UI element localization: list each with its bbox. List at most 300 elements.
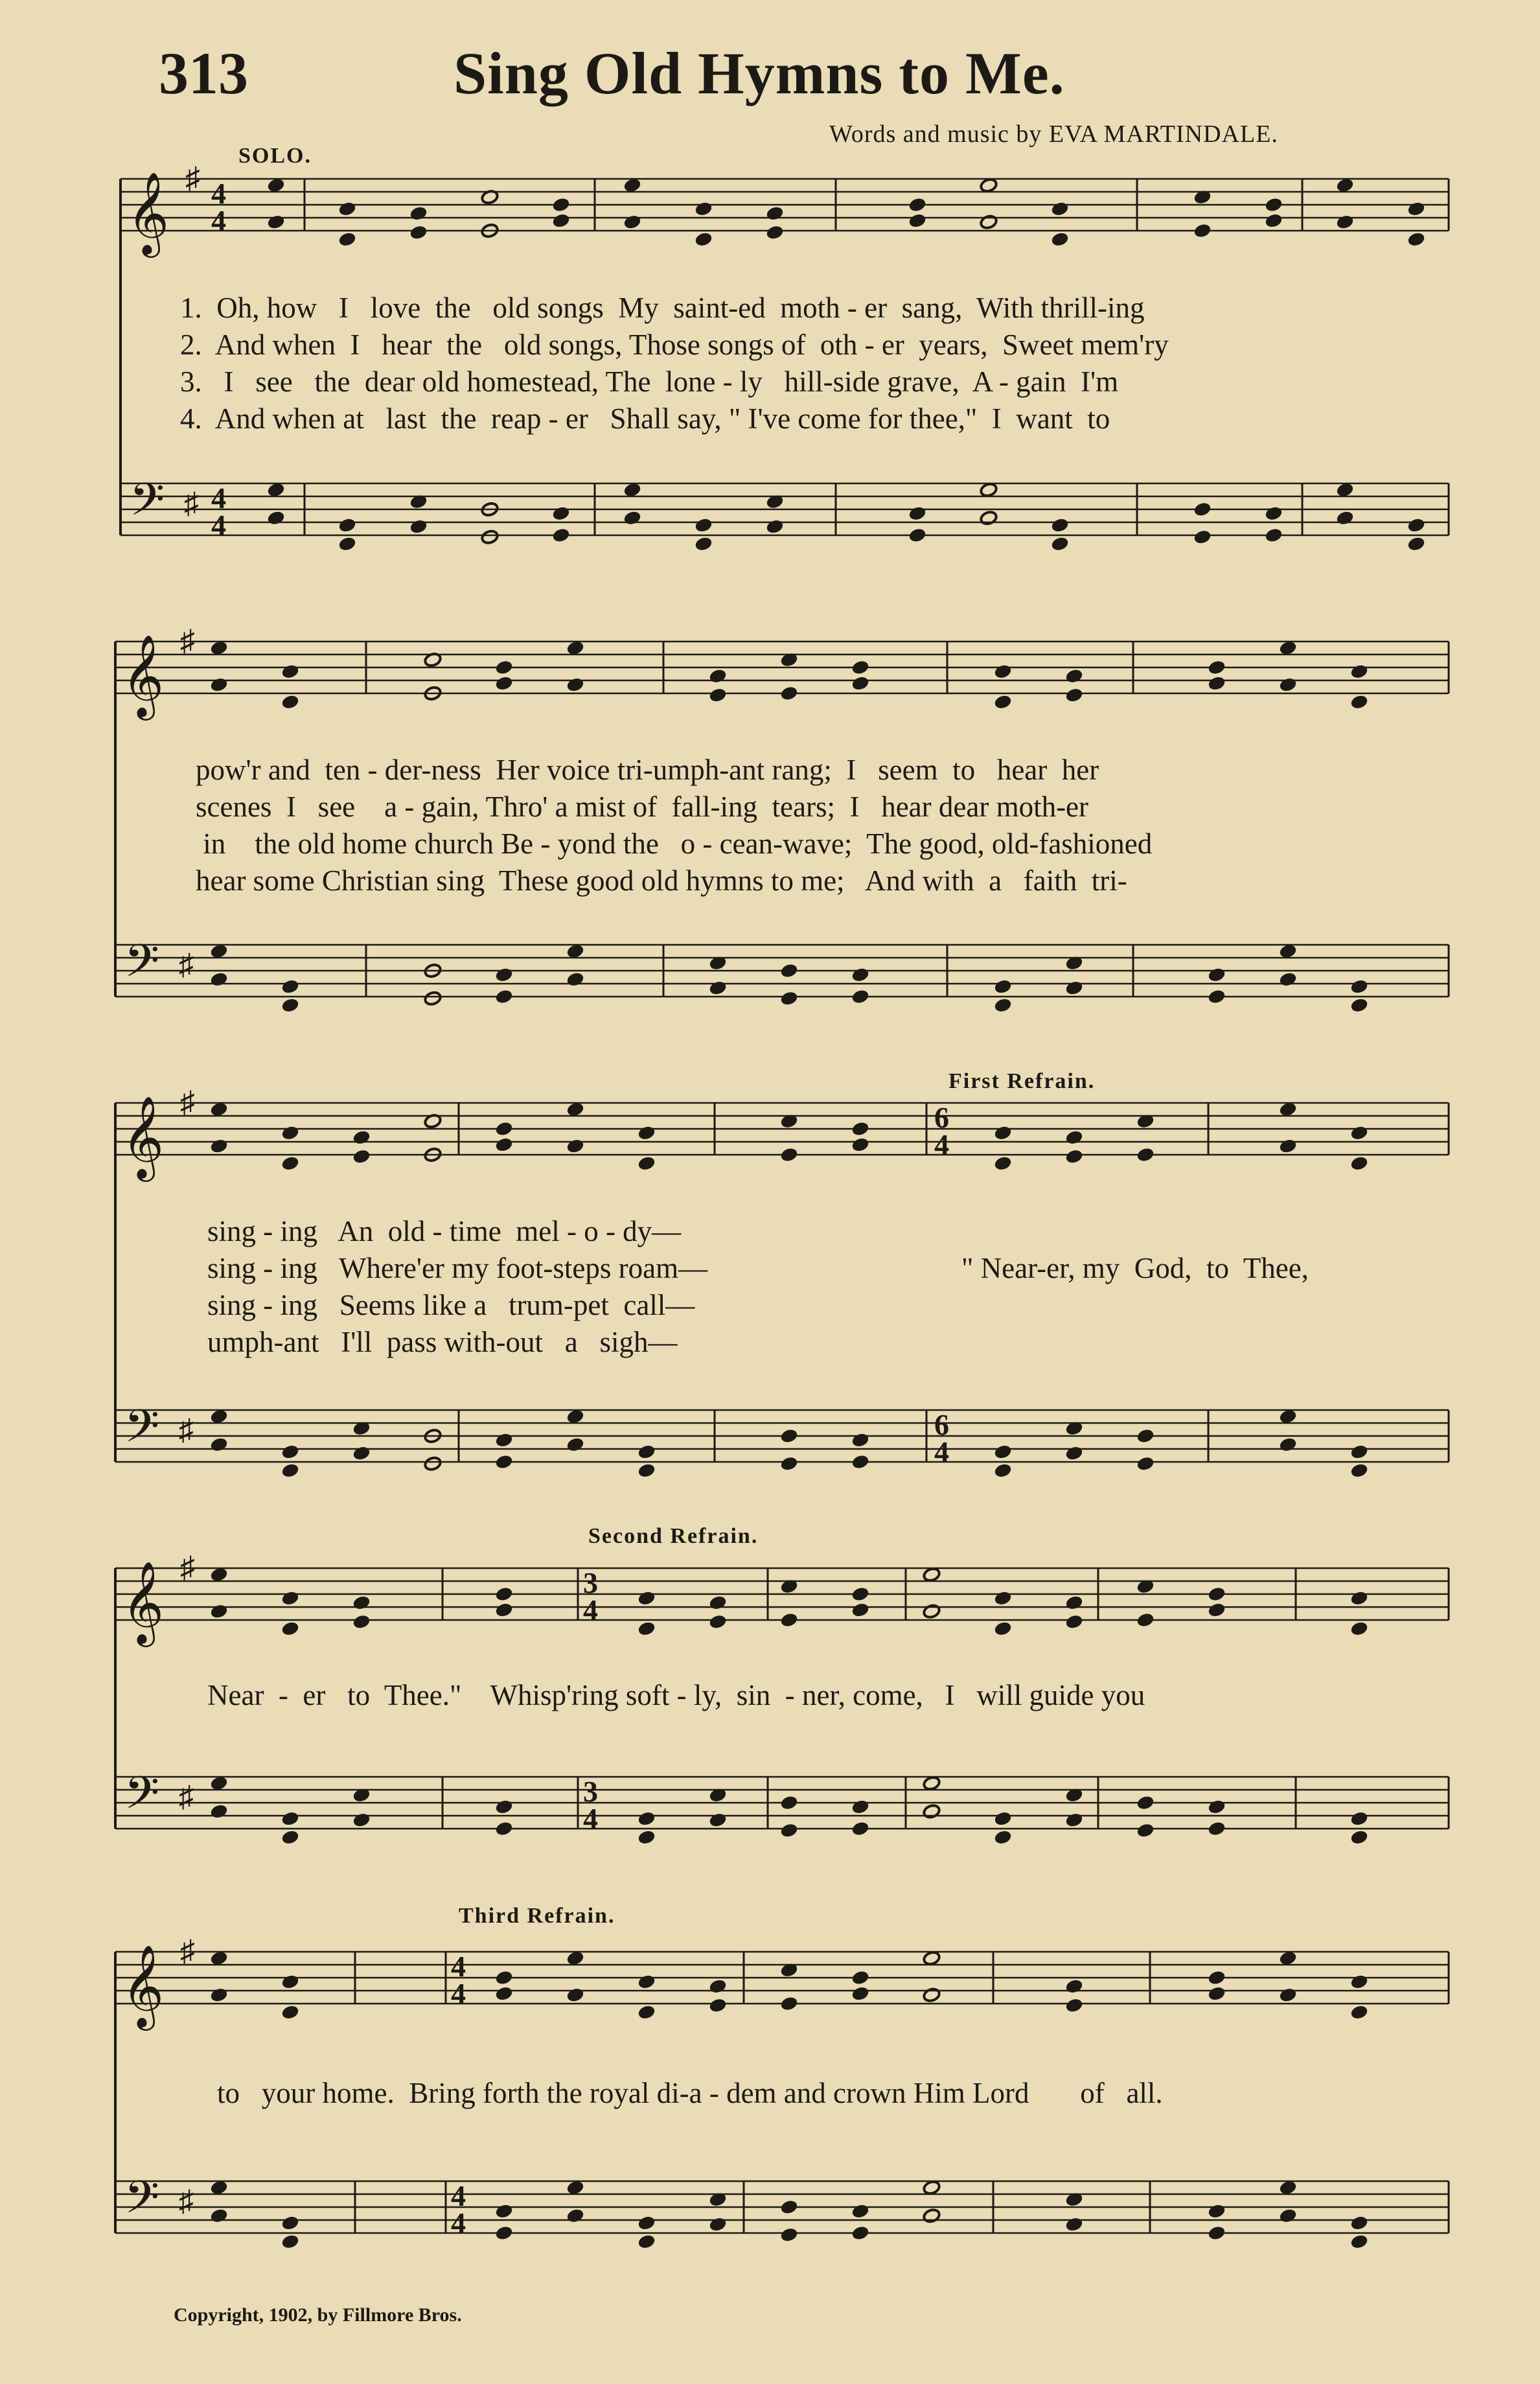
note xyxy=(1208,2203,1226,2219)
time-signature: 6 xyxy=(934,1408,949,1441)
note xyxy=(281,1621,299,1636)
note xyxy=(923,1987,941,2003)
note xyxy=(566,1102,584,1117)
note xyxy=(780,1612,798,1628)
note xyxy=(1350,1590,1368,1606)
note xyxy=(1350,997,1368,1013)
note xyxy=(495,660,513,675)
note xyxy=(695,536,713,551)
key-signature-sharp: ♯ xyxy=(180,1085,195,1118)
note xyxy=(1279,1437,1297,1452)
bass-clef-icon: 𝄢 xyxy=(124,937,160,997)
note xyxy=(1136,1428,1155,1444)
note xyxy=(1350,2004,1368,2020)
note xyxy=(267,214,285,230)
note xyxy=(1065,1595,1083,1610)
note xyxy=(851,675,869,691)
lyric-verse-4-line-1: 4. And when at last the reap - er Shall say, " I've come for thee," I want to xyxy=(180,402,1110,435)
note xyxy=(409,519,428,535)
note xyxy=(1336,214,1354,230)
note xyxy=(709,980,727,996)
note xyxy=(1279,971,1297,987)
note xyxy=(281,1444,299,1459)
note xyxy=(908,213,926,228)
note xyxy=(1136,1456,1155,1472)
note xyxy=(780,963,798,978)
note xyxy=(495,1821,513,1836)
note xyxy=(766,225,784,240)
note xyxy=(780,1456,798,1472)
time-signature: 4 xyxy=(934,1435,949,1468)
time-signature: 4 xyxy=(211,481,226,515)
note xyxy=(780,1147,798,1163)
lyric-verse-1-line-1: 1. Oh, how I love the old songs My saint-ed moth - er sang, With thrill-ing xyxy=(180,292,1145,324)
note xyxy=(210,1409,228,1424)
time-signature: 4 xyxy=(211,204,226,237)
note xyxy=(210,1604,228,1619)
note xyxy=(281,1829,299,1845)
note xyxy=(923,1776,941,1791)
note xyxy=(1065,1998,1083,2013)
time-signature: 6 xyxy=(934,1101,949,1134)
note xyxy=(566,943,584,959)
note xyxy=(1350,2234,1368,2249)
note xyxy=(851,967,869,982)
note xyxy=(566,677,584,693)
note xyxy=(851,1454,869,1470)
note xyxy=(1051,517,1069,533)
note xyxy=(980,482,998,498)
key-signature-sharp: ♯ xyxy=(179,948,194,981)
lyric-verse-4-line-3: umph-ant I'll pass with-out a sigh— xyxy=(207,1326,678,1358)
note xyxy=(281,694,299,710)
lyric-verse-3-line-2: in the old home church Be - yond the o - cean-wave; The good, old-fashioned xyxy=(196,827,1153,860)
note xyxy=(267,510,285,526)
note xyxy=(851,1432,869,1448)
note xyxy=(495,1970,513,1985)
note xyxy=(623,178,641,193)
key-signature-sharp: ♯ xyxy=(180,624,195,657)
note xyxy=(980,510,998,526)
composer-credit: Words and music by EVA MARTINDALE. xyxy=(829,121,1278,148)
note xyxy=(281,2234,299,2249)
second-refrain-marking: Second Refrain. xyxy=(588,1524,759,1548)
note xyxy=(566,1409,584,1424)
note xyxy=(1136,1823,1155,1838)
note xyxy=(923,1950,941,1966)
note xyxy=(780,1428,798,1444)
note xyxy=(709,1595,727,1610)
copyright-notice: Copyright, 1902, by Fillmore Bros. xyxy=(174,2304,462,2326)
note xyxy=(1350,664,1368,679)
note xyxy=(1265,505,1283,521)
note xyxy=(1407,231,1425,247)
note xyxy=(851,1121,869,1137)
note xyxy=(1208,989,1226,1004)
key-signature-sharp: ♯ xyxy=(180,1934,195,1967)
note xyxy=(1193,529,1212,545)
note xyxy=(210,1437,228,1452)
note xyxy=(1350,978,1368,994)
note xyxy=(338,517,356,533)
note xyxy=(1208,660,1226,675)
note xyxy=(281,1125,299,1140)
note xyxy=(1065,2217,1083,2232)
note xyxy=(638,1811,656,1826)
hymn-number: 313 xyxy=(159,40,248,106)
note xyxy=(638,1974,656,1989)
note xyxy=(709,1614,727,1630)
note xyxy=(623,482,641,498)
note xyxy=(1065,980,1083,996)
note xyxy=(994,1621,1012,1636)
note xyxy=(1265,197,1283,213)
note xyxy=(495,1586,513,1602)
note xyxy=(210,2208,228,2223)
treble-clef-icon: 𝄞 xyxy=(122,1563,165,1642)
note xyxy=(1350,1125,1368,1140)
note xyxy=(210,971,228,987)
note xyxy=(210,2180,228,2195)
time-signature: 4 xyxy=(451,2206,466,2239)
time-signature: 4 xyxy=(583,1593,598,1626)
note xyxy=(566,1987,584,2003)
note xyxy=(709,1978,727,1994)
note xyxy=(495,1985,513,2001)
note xyxy=(980,214,998,230)
time-signature: 4 xyxy=(583,1802,598,1835)
note xyxy=(210,640,228,656)
note xyxy=(994,1590,1012,1606)
note xyxy=(281,1974,299,1989)
note xyxy=(1350,1155,1368,1171)
note xyxy=(780,2227,798,2243)
note xyxy=(495,2225,513,2241)
note xyxy=(980,178,998,193)
note xyxy=(1336,510,1354,526)
note xyxy=(281,1155,299,1171)
note xyxy=(695,517,713,533)
note xyxy=(851,660,869,675)
note xyxy=(566,640,584,656)
note xyxy=(1350,1829,1368,1845)
time-signature: 4 xyxy=(211,509,226,542)
note xyxy=(566,1437,584,1452)
note xyxy=(994,1811,1012,1826)
time-signature: 4 xyxy=(451,1977,466,2010)
note xyxy=(1065,668,1083,684)
bass-clef-icon: 𝄢 xyxy=(124,1769,160,1829)
note xyxy=(994,978,1012,994)
note xyxy=(1350,1621,1368,1636)
time-signature: 4 xyxy=(211,177,226,210)
note xyxy=(1208,1799,1226,1814)
note xyxy=(994,1155,1012,1171)
note xyxy=(210,1102,228,1117)
bass-clef-icon: 𝄢 xyxy=(124,2173,160,2234)
note xyxy=(1065,688,1083,703)
note xyxy=(210,1776,228,1791)
note xyxy=(994,694,1012,710)
note xyxy=(780,991,798,1006)
note xyxy=(210,1987,228,2003)
note xyxy=(281,978,299,994)
note xyxy=(495,989,513,1004)
note xyxy=(709,2217,727,2232)
note xyxy=(1265,527,1283,543)
note xyxy=(1407,536,1425,551)
lyric-verse-1-line-3: sing - ing An old - time mel - o - dy— xyxy=(207,1215,682,1247)
note xyxy=(638,1155,656,1171)
note xyxy=(495,967,513,982)
note xyxy=(210,1139,228,1154)
note xyxy=(709,668,727,684)
note xyxy=(352,1149,371,1164)
note xyxy=(780,1996,798,2011)
note xyxy=(210,677,228,693)
note xyxy=(481,529,499,545)
note xyxy=(1279,1139,1297,1154)
bass-clef-icon: 𝄢 xyxy=(130,476,165,536)
note xyxy=(1065,1446,1083,1461)
note xyxy=(338,536,356,551)
note xyxy=(424,991,442,1006)
lyric-verse-4-line-2: hear some Christian sing These good old hymns to me; And with a faith tri- xyxy=(196,864,1127,897)
note xyxy=(766,205,784,221)
note xyxy=(780,686,798,701)
note xyxy=(623,214,641,230)
note xyxy=(1051,201,1069,216)
note xyxy=(923,1803,941,1819)
note xyxy=(210,1803,228,1819)
note xyxy=(638,1463,656,1478)
note xyxy=(1065,1812,1083,1828)
note xyxy=(1208,1586,1226,1602)
note xyxy=(851,1970,869,1985)
note xyxy=(1279,677,1297,693)
note xyxy=(1350,2215,1368,2230)
note xyxy=(352,1614,371,1630)
key-signature-sharp: ♯ xyxy=(180,1551,195,1584)
note xyxy=(1193,502,1212,517)
note xyxy=(1208,1970,1226,1985)
solo-marking: SOLO. xyxy=(238,144,312,168)
note xyxy=(908,527,926,543)
lyric-verse-2-line-3: sing - ing Where'er my foot-steps roam— xyxy=(207,1252,708,1284)
treble-clef-icon: 𝄞 xyxy=(127,174,170,253)
note xyxy=(1208,675,1226,691)
note xyxy=(424,1456,442,1472)
first-refrain-marking: First Refrain. xyxy=(948,1069,1096,1093)
note xyxy=(495,1454,513,1470)
time-signature: 4 xyxy=(451,1950,466,1983)
note xyxy=(552,197,570,213)
note xyxy=(1350,1463,1368,1478)
note xyxy=(851,989,869,1004)
lyric-verse-2-line-2: scenes I see a - gain, Thro' a mist of fall-ing tears; I hear dear moth-er xyxy=(196,791,1089,823)
note xyxy=(1279,640,1297,656)
treble-clef-icon: 𝄞 xyxy=(122,1947,165,2026)
note xyxy=(994,664,1012,679)
note xyxy=(566,971,584,987)
note xyxy=(1350,694,1368,710)
note xyxy=(566,1950,584,1966)
note xyxy=(994,1125,1012,1140)
note xyxy=(994,997,1012,1013)
note xyxy=(1065,1614,1083,1630)
note xyxy=(638,2234,656,2249)
key-signature-sharp: ♯ xyxy=(184,487,199,520)
note xyxy=(552,213,570,228)
note xyxy=(709,688,727,703)
note xyxy=(495,1137,513,1152)
note xyxy=(1350,1974,1368,1989)
lyric-verse-2-line-1: 2. And when I hear the old songs, Those songs of oth - er years, Sweet mem'ry xyxy=(180,329,1169,361)
note xyxy=(1407,517,1425,533)
note xyxy=(1065,1129,1083,1145)
treble-clef-icon: 𝄞 xyxy=(122,636,165,715)
note xyxy=(495,675,513,691)
note xyxy=(210,1950,228,1966)
note xyxy=(780,2199,798,2215)
note xyxy=(638,1621,656,1636)
note xyxy=(409,225,428,240)
note xyxy=(281,2215,299,2230)
bass-clef-icon: 𝄢 xyxy=(124,1402,160,1463)
note xyxy=(566,1139,584,1154)
note xyxy=(851,1137,869,1152)
note xyxy=(1208,1602,1226,1617)
note xyxy=(1279,943,1297,959)
time-signature: 4 xyxy=(934,1128,949,1161)
note xyxy=(1208,967,1226,982)
note xyxy=(695,201,713,216)
key-signature-sharp: ♯ xyxy=(179,1413,194,1446)
note xyxy=(851,1602,869,1617)
note xyxy=(1336,178,1354,193)
lyric-first-refrain: " Near-er, my God, to Thee, xyxy=(961,1252,1309,1284)
note xyxy=(709,1812,727,1828)
note xyxy=(1279,1987,1297,2003)
treble-clef-icon: 𝄞 xyxy=(122,1098,165,1177)
lyric-second-refrain: Near - er to Thee." Whisp'ring soft - ly, sin - ner, come, I will guide you xyxy=(207,1679,1145,1711)
note xyxy=(495,1799,513,1814)
note xyxy=(281,664,299,679)
note xyxy=(281,2004,299,2020)
note xyxy=(1136,1612,1155,1628)
note xyxy=(851,2203,869,2219)
note xyxy=(352,1812,371,1828)
note xyxy=(1350,1811,1368,1826)
note xyxy=(851,1586,869,1602)
note xyxy=(638,1829,656,1845)
note xyxy=(851,1985,869,2001)
note xyxy=(709,1998,727,2013)
time-signature: 4 xyxy=(451,2179,466,2212)
note xyxy=(495,1432,513,1448)
lyric-verse-3-line-3: sing - ing Seems like a trum-pet call— xyxy=(207,1289,695,1321)
note xyxy=(495,1602,513,1617)
note xyxy=(552,505,570,521)
note xyxy=(638,2004,656,2020)
time-signature: 3 xyxy=(583,1566,598,1599)
note xyxy=(780,1823,798,1838)
note xyxy=(638,1590,656,1606)
note xyxy=(210,1567,228,1582)
note xyxy=(638,1444,656,1459)
note xyxy=(1208,1985,1226,2001)
note xyxy=(851,2225,869,2241)
note xyxy=(1279,1102,1297,1117)
note xyxy=(495,2203,513,2219)
note xyxy=(994,1463,1012,1478)
note xyxy=(1193,223,1212,238)
note xyxy=(638,1125,656,1140)
note xyxy=(409,205,428,221)
note xyxy=(766,519,784,535)
note xyxy=(1208,1821,1226,1836)
third-refrain-marking: Third Refrain. xyxy=(459,1904,615,1928)
note xyxy=(1407,201,1425,216)
note xyxy=(851,1799,869,1814)
lyric-verse-3-line-1: 3. I see the dear old homestead, The lone - ly hill-side grave, A - gain I'm xyxy=(180,365,1119,398)
note xyxy=(352,1446,371,1461)
note xyxy=(566,2180,584,2195)
note xyxy=(552,527,570,543)
note xyxy=(923,2180,941,2195)
note xyxy=(908,505,926,521)
note xyxy=(1051,536,1069,551)
note xyxy=(1279,2208,1297,2223)
key-signature-sharp: ♯ xyxy=(179,1780,194,1813)
note xyxy=(338,201,356,216)
note xyxy=(281,997,299,1013)
note xyxy=(566,2208,584,2223)
note xyxy=(1279,1950,1297,1966)
note xyxy=(1350,1444,1368,1459)
note xyxy=(338,231,356,247)
note xyxy=(210,943,228,959)
note xyxy=(994,1444,1012,1459)
note xyxy=(923,2208,941,2223)
note xyxy=(281,1463,299,1478)
note xyxy=(1065,1149,1083,1164)
note xyxy=(623,510,641,526)
note xyxy=(495,1121,513,1137)
note xyxy=(994,1829,1012,1845)
lyric-third-refrain: to your home. Bring forth the royal di-a - dem and crown Him Lord of all. xyxy=(217,2077,1163,2109)
note xyxy=(923,1567,941,1582)
note xyxy=(1279,1409,1297,1424)
note xyxy=(695,231,713,247)
note xyxy=(780,1795,798,1811)
note xyxy=(908,197,926,213)
note xyxy=(267,482,285,498)
note xyxy=(267,178,285,193)
note xyxy=(1136,1795,1155,1811)
key-signature-sharp: ♯ xyxy=(179,2184,194,2217)
note xyxy=(1051,231,1069,247)
note xyxy=(281,1590,299,1606)
note xyxy=(923,1604,941,1619)
note xyxy=(1065,1978,1083,1994)
lyric-verse-1-line-2: pow'r and ten - der-ness Her voice tri-umph-ant rang; I seem to hear her xyxy=(196,754,1099,786)
note xyxy=(1279,2180,1297,2195)
note xyxy=(1336,482,1354,498)
note xyxy=(281,1811,299,1826)
note xyxy=(1136,1147,1155,1163)
note xyxy=(638,2215,656,2230)
